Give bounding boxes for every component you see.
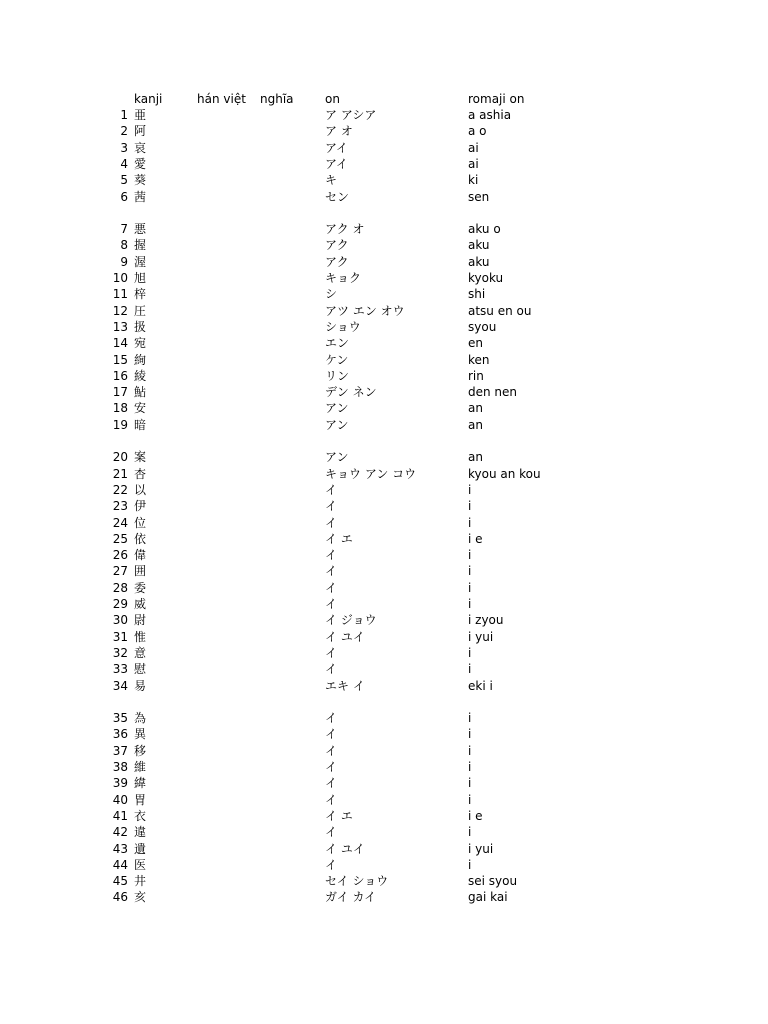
- on-reading-cell: イ: [325, 776, 338, 791]
- kanji-cell: 宛: [134, 336, 147, 351]
- romaji-cell: a o: [468, 124, 487, 139]
- on-reading-cell: イ: [325, 515, 338, 530]
- row-number: 46: [112, 890, 128, 905]
- kanji-cell: 委: [134, 580, 147, 595]
- kanji-cell: 絢: [134, 352, 147, 367]
- romaji-cell: i yui: [468, 629, 494, 644]
- romaji-cell: i: [468, 580, 472, 595]
- on-reading-cell: イ: [325, 580, 338, 595]
- on-reading-cell: キ: [325, 173, 338, 188]
- row-number: 14: [112, 336, 128, 351]
- row-number: 20: [112, 450, 128, 465]
- on-reading-cell: ガイ カイ: [325, 890, 377, 905]
- kanji-cell: 葵: [134, 173, 147, 188]
- on-reading-cell: イ エ: [325, 531, 353, 546]
- romaji-cell: shi: [468, 287, 486, 302]
- kanji-cell: 杏: [134, 466, 147, 481]
- kanji-cell: 慰: [134, 662, 147, 677]
- kanji-cell: 胃: [134, 792, 147, 807]
- kanji-cell: 移: [134, 743, 147, 758]
- on-reading-cell: イ: [325, 743, 338, 758]
- row-number: 10: [112, 271, 128, 285]
- on-reading-cell: イ: [325, 482, 338, 497]
- on-reading-cell: イ: [325, 597, 338, 611]
- romaji-cell: i: [468, 499, 472, 514]
- romaji-cell: i: [468, 515, 472, 530]
- romaji-cell: kyoku: [468, 271, 504, 285]
- row-number: 4: [120, 156, 128, 171]
- on-reading-cell: リン: [325, 368, 350, 383]
- row-number: 34: [112, 678, 128, 693]
- on-reading-cell: セン: [325, 189, 350, 204]
- romaji-cell: an: [468, 417, 483, 432]
- row-number: 43: [112, 841, 128, 856]
- romaji-cell: an: [468, 401, 483, 416]
- kanji-cell: 握: [134, 238, 147, 253]
- row-number: 22: [112, 482, 128, 497]
- on-reading-cell: イ: [325, 727, 338, 742]
- romaji-cell: kyou an kou: [468, 466, 541, 481]
- romaji-cell: i: [468, 792, 472, 807]
- on-reading-cell: アツ エン オウ: [325, 303, 405, 318]
- romaji-cell: i: [468, 548, 472, 563]
- row-number: 6: [120, 189, 128, 204]
- on-reading-cell: シ: [325, 287, 338, 302]
- row-number: 3: [120, 140, 128, 155]
- on-reading-cell: デン ネン: [325, 385, 377, 400]
- row-number: 17: [112, 385, 128, 400]
- romaji-cell: aku: [468, 254, 490, 269]
- kanji-cell: 維: [134, 760, 147, 774]
- kanji-cell: 囲: [134, 564, 147, 579]
- on-reading-cell: イ: [325, 792, 338, 807]
- on-reading-cell: イ: [325, 760, 338, 774]
- row-number: 12: [112, 303, 128, 318]
- kanji-cell: 意: [134, 645, 147, 660]
- romaji-cell: i e: [468, 808, 483, 823]
- on-reading-cell: イ: [325, 645, 338, 660]
- kanji-cell: 違: [134, 825, 147, 840]
- kanji-cell: 遺: [134, 841, 147, 856]
- kanji-cell: 位: [134, 515, 147, 530]
- row-number: 28: [112, 580, 128, 595]
- kanji-cell: 井: [134, 874, 147, 889]
- romaji-cell: i: [468, 662, 472, 677]
- kanji-cell: 亥: [134, 890, 147, 905]
- romaji-cell: i: [468, 857, 472, 872]
- kanji-cell: 扱: [134, 319, 147, 334]
- on-reading-cell: イ ジョウ: [325, 613, 377, 628]
- kanji-cell: 尉: [134, 613, 147, 628]
- romaji-cell: i: [468, 564, 472, 579]
- header-kanji: kanji: [134, 92, 163, 106]
- kanji-cell: 依: [134, 531, 147, 546]
- kanji-cell: 緯: [134, 776, 147, 791]
- on-reading-cell: アク: [325, 254, 349, 269]
- on-reading-cell: エン: [325, 336, 350, 351]
- row-number: 25: [112, 531, 128, 546]
- row-number: 11: [112, 287, 128, 302]
- row-number: 32: [112, 645, 128, 660]
- row-number: 19: [112, 417, 128, 432]
- row-number: 8: [120, 238, 128, 253]
- on-reading-cell: ア アシア: [325, 108, 377, 122]
- row-number: 39: [112, 776, 128, 791]
- row-number: 35: [112, 711, 128, 726]
- romaji-cell: ken: [468, 352, 490, 367]
- on-reading-cell: イ ユイ: [325, 841, 365, 856]
- kanji-cell: 以: [134, 482, 147, 497]
- kanji-cell: 偉: [134, 548, 147, 563]
- kanji-cell: 阿: [134, 124, 147, 139]
- on-reading-cell: ケン: [325, 352, 349, 367]
- kanji-cell: 鮎: [134, 385, 147, 400]
- row-number: 16: [112, 368, 128, 383]
- on-reading-cell: イ エ: [325, 808, 353, 823]
- row-number: 31: [112, 629, 128, 644]
- row-number: 40: [112, 792, 128, 807]
- kanji-cell: 綾: [134, 368, 147, 383]
- romaji-cell: sen: [468, 189, 490, 204]
- row-number: 29: [112, 597, 128, 611]
- on-reading-cell: セイ ショウ: [325, 874, 389, 889]
- kanji-cell: 愛: [134, 156, 147, 171]
- on-reading-cell: アク: [325, 238, 349, 253]
- on-reading-cell: イ: [325, 711, 338, 726]
- kanji-cell: 衣: [134, 808, 147, 823]
- romaji-cell: ai: [468, 156, 479, 171]
- on-reading-cell: エキ イ: [325, 678, 365, 693]
- row-number: 18: [112, 401, 128, 416]
- romaji-cell: i: [468, 711, 472, 726]
- on-reading-cell: ショウ: [325, 319, 361, 334]
- kanji-cell: 易: [134, 678, 147, 693]
- romaji-cell: i yui: [468, 841, 494, 856]
- kanji-cell: 異: [134, 727, 147, 742]
- row-number: 23: [112, 499, 128, 514]
- romaji-cell: eki i: [468, 678, 493, 693]
- row-number: 30: [112, 613, 128, 628]
- header-nghia: nghĩa: [260, 92, 294, 106]
- romaji-cell: atsu en ou: [468, 303, 532, 318]
- on-reading-cell: イ: [325, 825, 338, 840]
- on-reading-cell: アン: [325, 417, 349, 432]
- on-reading-cell: イ ユイ: [325, 629, 365, 644]
- on-reading-cell: イ: [325, 857, 338, 872]
- kanji-cell: 医: [134, 857, 147, 872]
- on-reading-cell: アイ: [325, 140, 348, 155]
- on-reading-cell: イ: [325, 499, 338, 514]
- row-number: 33: [112, 662, 128, 677]
- romaji-cell: i: [468, 776, 472, 791]
- romaji-cell: i e: [468, 531, 483, 546]
- header-romaji-on: romaji on: [468, 92, 525, 106]
- kanji-cell: 暗: [134, 417, 147, 432]
- kanji-cell: 梓: [134, 287, 147, 302]
- header-han-viet: hán việt: [197, 92, 246, 106]
- kanji-cell: 亜: [134, 108, 147, 122]
- kanji-cell: 伊: [134, 499, 147, 514]
- on-reading-cell: アイ: [325, 156, 348, 171]
- row-number: 27: [112, 564, 128, 579]
- romaji-cell: syou: [468, 319, 497, 334]
- row-number: 13: [112, 319, 128, 334]
- row-number: 5: [120, 173, 128, 188]
- romaji-cell: i: [468, 743, 472, 758]
- row-number: 37: [112, 743, 128, 758]
- row-number: 41: [112, 808, 128, 823]
- romaji-cell: aku o: [468, 222, 501, 237]
- row-number: 44: [112, 857, 128, 872]
- kanji-cell: 惟: [134, 629, 147, 644]
- romaji-cell: i: [468, 482, 472, 497]
- romaji-cell: ai: [468, 140, 479, 155]
- romaji-cell: aku: [468, 238, 490, 253]
- row-number: 24: [112, 515, 128, 530]
- romaji-cell: i zyou: [468, 613, 504, 628]
- romaji-cell: i: [468, 597, 472, 611]
- row-number: 42: [112, 825, 128, 840]
- row-number: 9: [120, 254, 128, 269]
- on-reading-cell: アク オ: [325, 222, 365, 237]
- romaji-cell: en: [468, 336, 483, 351]
- on-reading-cell: イ: [325, 548, 338, 563]
- header-on: on: [325, 92, 340, 106]
- kanji-cell: 渥: [134, 254, 147, 269]
- kanji-cell: 圧: [134, 303, 147, 318]
- romaji-cell: i: [468, 645, 472, 660]
- kanji-cell: 安: [134, 401, 147, 416]
- row-number: 21: [112, 466, 128, 481]
- romaji-cell: a ashia: [468, 108, 512, 122]
- kanji-cell: 威: [134, 597, 147, 611]
- row-number: 2: [120, 124, 128, 139]
- kanji-cell: 哀: [134, 140, 147, 155]
- romaji-cell: den nen: [468, 385, 518, 400]
- kanji-cell: 旭: [134, 271, 147, 285]
- on-reading-cell: イ: [325, 662, 338, 677]
- row-number: 36: [112, 727, 128, 742]
- row-number: 1: [120, 108, 128, 122]
- kanji-cell: 悪: [134, 222, 147, 237]
- on-reading-cell: キョウ アン コウ: [325, 466, 417, 481]
- row-number: 38: [112, 760, 128, 774]
- kanji-cell: 茜: [134, 189, 147, 204]
- row-number: 15: [112, 352, 128, 367]
- kanji-cell: 案: [134, 450, 147, 465]
- romaji-cell: sei syou: [468, 874, 518, 889]
- romaji-cell: i: [468, 760, 472, 774]
- romaji-cell: i: [468, 727, 472, 742]
- romaji-cell: gai kai: [468, 890, 508, 905]
- romaji-cell: i: [468, 825, 472, 840]
- on-reading-cell: ア オ: [325, 124, 353, 139]
- on-reading-cell: イ: [325, 564, 338, 579]
- row-number: 26: [112, 548, 128, 563]
- row-number: 45: [112, 874, 128, 889]
- romaji-cell: ki: [468, 173, 479, 188]
- on-reading-cell: キョク: [325, 271, 362, 285]
- kanji-cell: 為: [134, 711, 147, 726]
- on-reading-cell: アン: [325, 401, 349, 416]
- romaji-cell: an: [468, 450, 483, 465]
- row-number: 7: [120, 222, 128, 237]
- romaji-cell: rin: [468, 368, 484, 383]
- on-reading-cell: アン: [325, 450, 349, 465]
